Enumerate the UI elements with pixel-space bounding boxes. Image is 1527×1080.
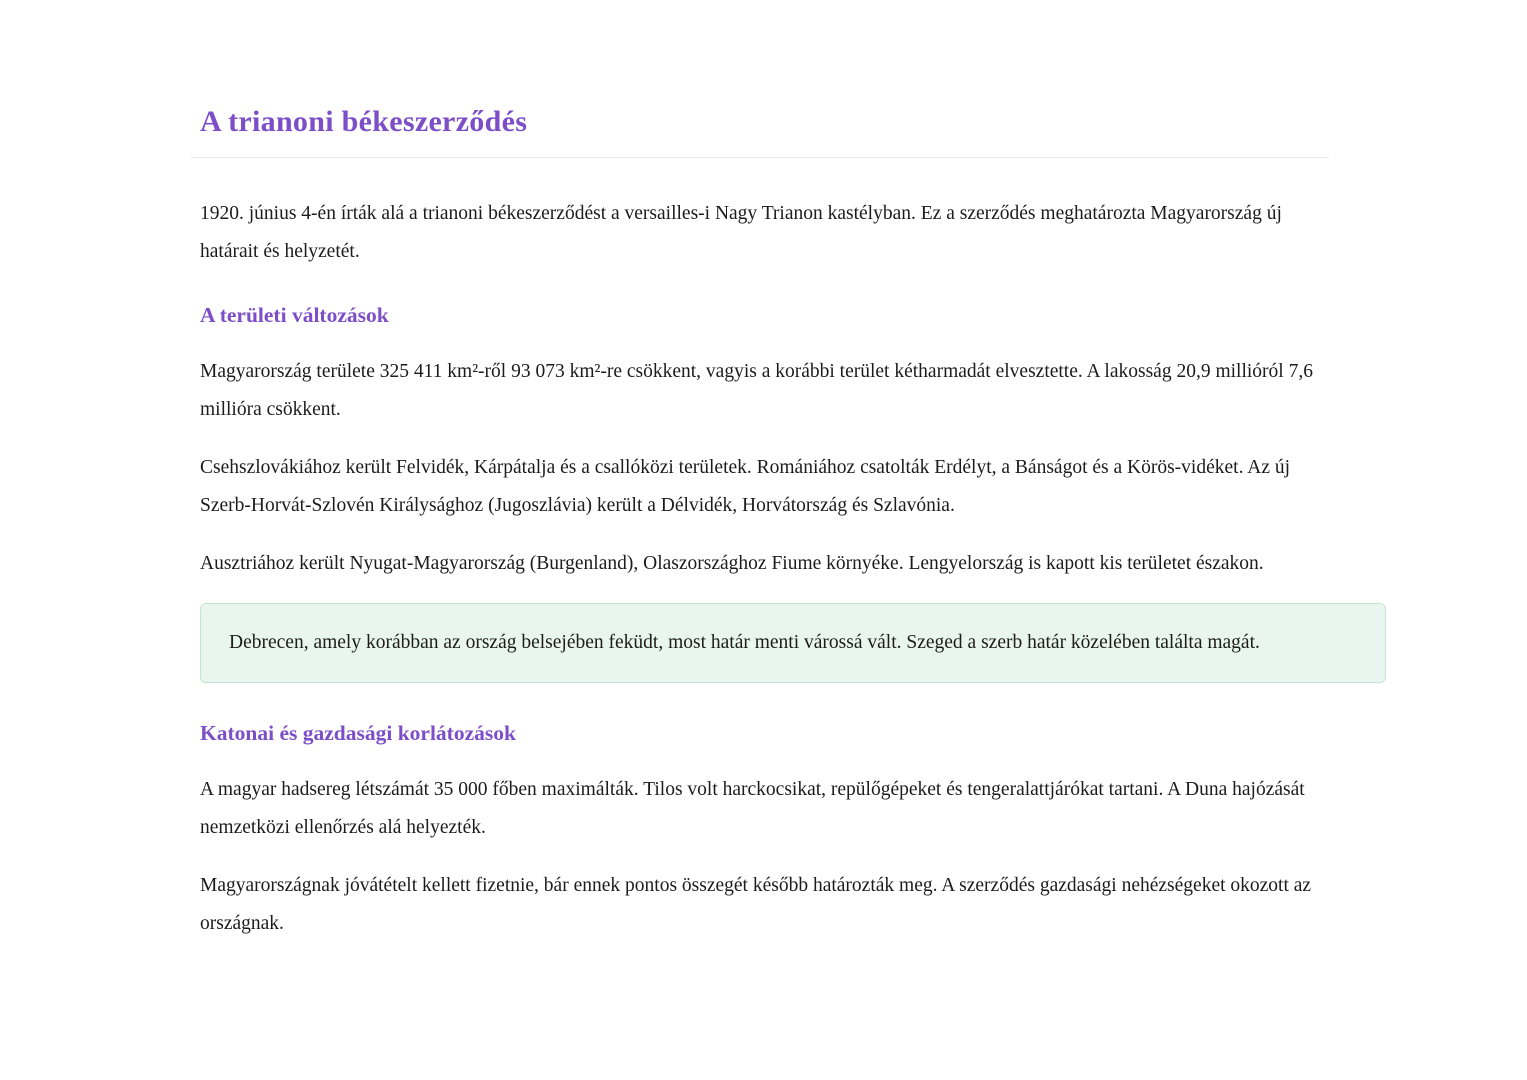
intro-paragraph: 1920. június 4-én írták alá a trianoni békeszerződést a versailles-i Nagy Trianon kastélyban. Ez a szerződés meghatározta Magyarország új határait és helyzetét.	[200, 203, 1282, 262]
paragraph-austria-italy-poland: Ausztriához került Nyugat-Magyarország (Burgenland), Olaszországhoz Fiume környéke. Lengyelország is kapott kis területet északon.	[200, 553, 1264, 574]
section-heading-military: Katonai és gazdasági korlátozások	[200, 721, 516, 745]
paragraph-ceded-territories: Csehszlovákiához került Felvidék, Kárpátalja és a csallóközi területek. Romániához csatolták Erdélyt, a Bánságot és a Körös-vidéket. Az új Szerb-Horvát-Szlovén Királysághoz (Jugoszlávia) került a Délvidék, Horvátország és Szlavónia.	[200, 457, 1291, 516]
paragraph-reparations: Magyarországnak jóvátételt kellett fizetnie, bár ennek pontos összegét később határozták meg. A szerződés gazdasági nehézségeket okozott az országnak.	[200, 875, 1312, 934]
callout-text: Debrecen, amely korábban az ország belsejében feküdt, most határ menti várossá vált. Szeged a szerb határ közelében találta magát.	[229, 632, 1260, 653]
page-title: A trianoni békeszerződés	[200, 105, 528, 138]
section-military-economic	[200, 719, 1387, 943]
title-divider	[191, 157, 1329, 158]
section-territorial-changes	[200, 301, 1387, 683]
paragraph-army-limits: A magyar hadsereg létszámát 35 000 főben maximálták. Tilos volt harckocsikat, repülőgépeket és tengeralattjárókat tartani. A Duna hajózását nemzetközi ellenőrzés alá helyezték.	[200, 779, 1305, 838]
section-heading-territorial: A területi változások	[200, 303, 389, 327]
callout-box	[200, 603, 1386, 683]
paragraph-area-reduction: Magyarország területe 325 411 km²-ről 93 073 km²-re csökkent, vagyis a korábbi terület kétharmadát elvesztette. A lakosság 20,9 millióról 7,6 millióra csökkent.	[200, 361, 1313, 420]
